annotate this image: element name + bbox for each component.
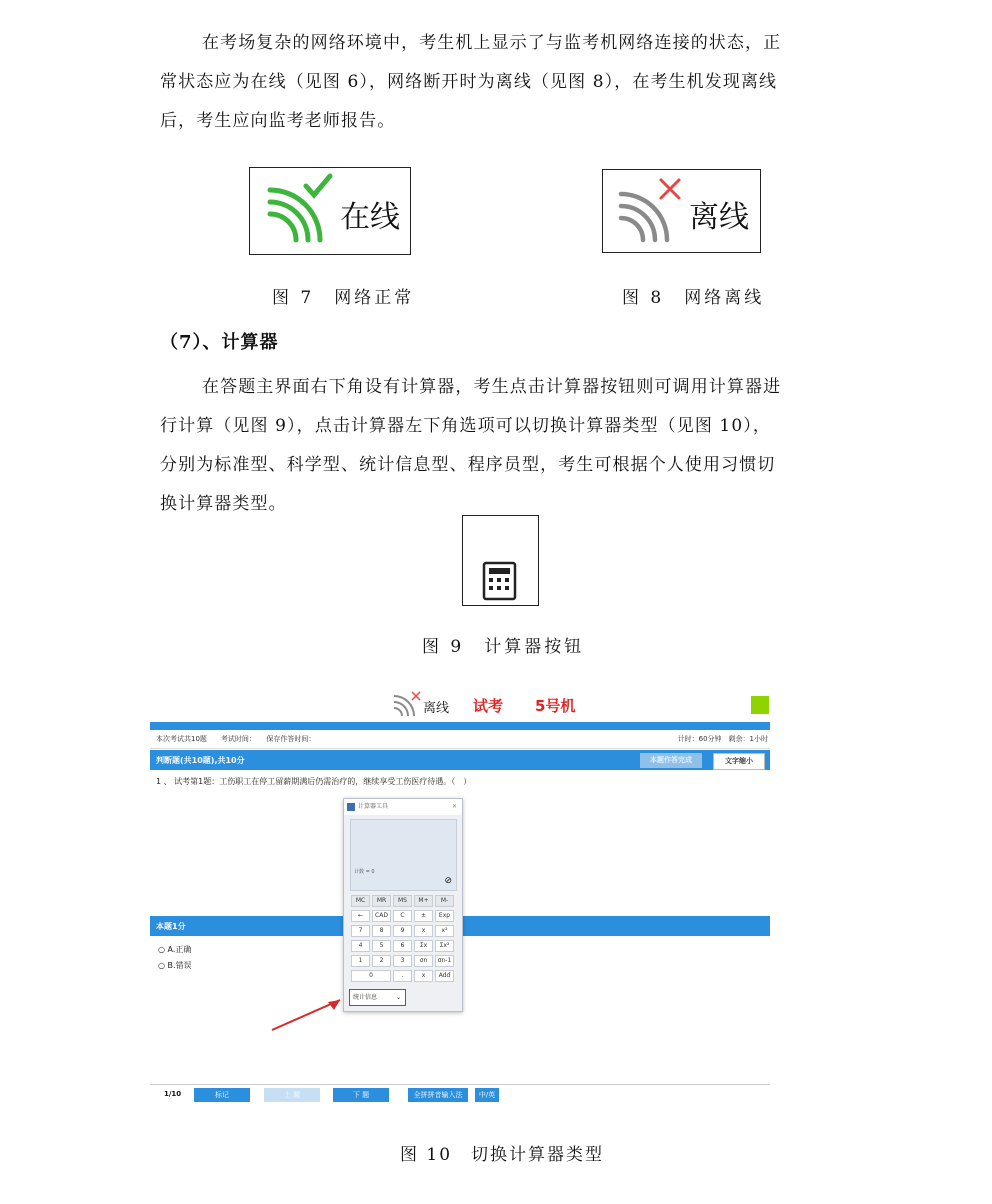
language-toggle-button[interactable]: 中/英 xyxy=(475,1088,499,1102)
red-arrow-annotation xyxy=(270,994,350,1034)
para1-line1: 在考场复杂的网络环境中，考生机上显示了与监考机网络连接的状态，正 xyxy=(202,33,782,53)
offline-label: 离线 xyxy=(689,200,749,235)
calculator-title: 计算器工具 xyxy=(358,803,389,810)
calculator-key[interactable]: 2 xyxy=(372,955,391,967)
fig7-caption: 图 7 网络正常 xyxy=(272,288,415,308)
calculator-key[interactable]: . xyxy=(393,970,412,982)
calculator-key[interactable]: MS xyxy=(393,895,412,907)
mode-select-value: 统计信息 xyxy=(353,994,378,1001)
calculator-key[interactable]: σn-1 xyxy=(435,955,454,967)
option-b-label: B.错误 xyxy=(167,961,192,970)
online-label: 在线 xyxy=(340,200,400,235)
option-a-label: A.正确 xyxy=(167,945,192,954)
calculator-key[interactable]: ← xyxy=(351,910,370,922)
calculator-key[interactable]: 3 xyxy=(393,955,412,967)
calculator-key[interactable]: x xyxy=(414,970,433,982)
fig9-caption: 图 9 计算器按钮 xyxy=(422,637,585,657)
calculator-key[interactable]: ± xyxy=(414,910,433,922)
clear-icon[interactable]: ⊘ xyxy=(444,876,452,886)
para2-line4: 换计算器类型。 xyxy=(160,494,287,514)
offline-status-text: 离线 xyxy=(423,701,450,716)
calculator-paragraph xyxy=(160,368,850,524)
fig8-caption: 图 8 网络离线 xyxy=(622,288,765,308)
para2-line3: 分别为标准型、科学型、统计信息型、程序员型，考生可根据个人使用习惯切 xyxy=(160,455,776,475)
calculator-key[interactable]: Add xyxy=(435,970,454,982)
page-counter: 1/10 xyxy=(164,1090,182,1098)
exam-info-right: 计时：60分钟 剩余：1小时 xyxy=(677,735,768,743)
fig10-caption: 图 10 切换计算器类型 xyxy=(400,1145,605,1165)
calculator-button[interactable] xyxy=(462,515,539,606)
calculator-key[interactable]: x² xyxy=(435,925,454,937)
exam-info-left: 本次考试共10题 考试时间： 保存作答时间： xyxy=(156,735,316,743)
bottom-navigation-bar xyxy=(150,1084,770,1105)
calculator-app-icon xyxy=(347,803,355,811)
calculator-key[interactable]: MR xyxy=(372,895,391,907)
para1-line3: 后，考生应向监考老师报告。 xyxy=(160,111,396,131)
calculator-key[interactable]: Σx² xyxy=(435,940,454,952)
calculator-key[interactable]: 9 xyxy=(393,925,412,937)
answer-complete-button[interactable]: 本题作答完成 xyxy=(640,753,702,768)
calculator-key[interactable]: 7 xyxy=(351,925,370,937)
exam-info-bar xyxy=(150,730,770,749)
para1-line2: 常状态应为在线（见图 6），网络断开时为离线（见图 8），在考生机发现离线 xyxy=(160,72,778,92)
font-size-button[interactable]: 文字缩小 xyxy=(713,753,765,770)
intro-paragraph xyxy=(160,24,850,141)
section-title: 判断题(共10题),共10分 xyxy=(156,756,245,765)
next-question-button[interactable]: 下 题 xyxy=(333,1088,389,1102)
calculator-key[interactable]: 6 xyxy=(393,940,412,952)
calculator-key[interactable]: M- xyxy=(435,895,454,907)
chevron-down-icon: ⌄ xyxy=(395,994,401,1001)
option-a[interactable]: ○ A.正确 xyxy=(158,945,192,954)
question-text: 1 、 试考第1题：工伤职工在停工留薪期满后仍需治疗的，继续享受工伤医疗待遇。（ ） xyxy=(156,777,472,786)
calculator-key[interactable]: 0 xyxy=(351,970,391,982)
section-heading: （7）、计算器 xyxy=(160,332,279,353)
exam-top-bar xyxy=(150,686,770,722)
calculator-key[interactable]: MC xyxy=(351,895,370,907)
figure-online-status xyxy=(249,167,411,255)
calculator-mode-select[interactable] xyxy=(349,989,406,1006)
calculator-key[interactable]: 5 xyxy=(372,940,391,952)
calculator-key[interactable]: 1 xyxy=(351,955,370,967)
calculator-display xyxy=(350,819,457,891)
exam-screenshot xyxy=(150,686,770,1104)
para2-line2: 行计算（见图 9），点击计算器左下角选项可以切换计算器类型（见图 10）， xyxy=(160,416,771,436)
status-indicator xyxy=(751,696,769,714)
calculator-key[interactable]: Exp xyxy=(435,910,454,922)
calculator-titlebar xyxy=(344,799,462,815)
section-header xyxy=(150,750,770,770)
figure-offline-status xyxy=(602,169,761,253)
calculator-window xyxy=(343,798,463,1012)
count-label: 计数 = 0 xyxy=(354,869,375,875)
exam-mode-text: 试考 xyxy=(473,697,504,715)
mark-button[interactable]: 标记 xyxy=(194,1088,250,1102)
machine-number-text: 5号机 xyxy=(535,697,576,715)
calculator-key[interactable]: Σx xyxy=(414,940,433,952)
calculator-key[interactable]: x xyxy=(414,925,433,937)
calculator-icon xyxy=(463,516,538,605)
calculator-key[interactable]: σn xyxy=(414,955,433,967)
prev-question-button[interactable]: 上 题 xyxy=(264,1088,320,1102)
input-method-button[interactable]: 全拼拼音输入法 xyxy=(408,1088,468,1102)
option-b[interactable]: ○ B.错误 xyxy=(158,961,192,970)
para2-line1: 在答题主界面右下角设有计算器，考生点击计算器按钮则可调用计算器进 xyxy=(202,377,782,397)
calculator-key[interactable]: 4 xyxy=(351,940,370,952)
calculator-key[interactable]: CAD xyxy=(372,910,391,922)
score-label: 本题1分 xyxy=(156,922,186,931)
top-accent-strip xyxy=(150,722,770,730)
calculator-key[interactable]: C xyxy=(393,910,412,922)
calculator-key[interactable]: M+ xyxy=(414,895,433,907)
close-icon[interactable]: ✕ xyxy=(451,803,457,810)
calculator-key[interactable]: 8 xyxy=(372,925,391,937)
